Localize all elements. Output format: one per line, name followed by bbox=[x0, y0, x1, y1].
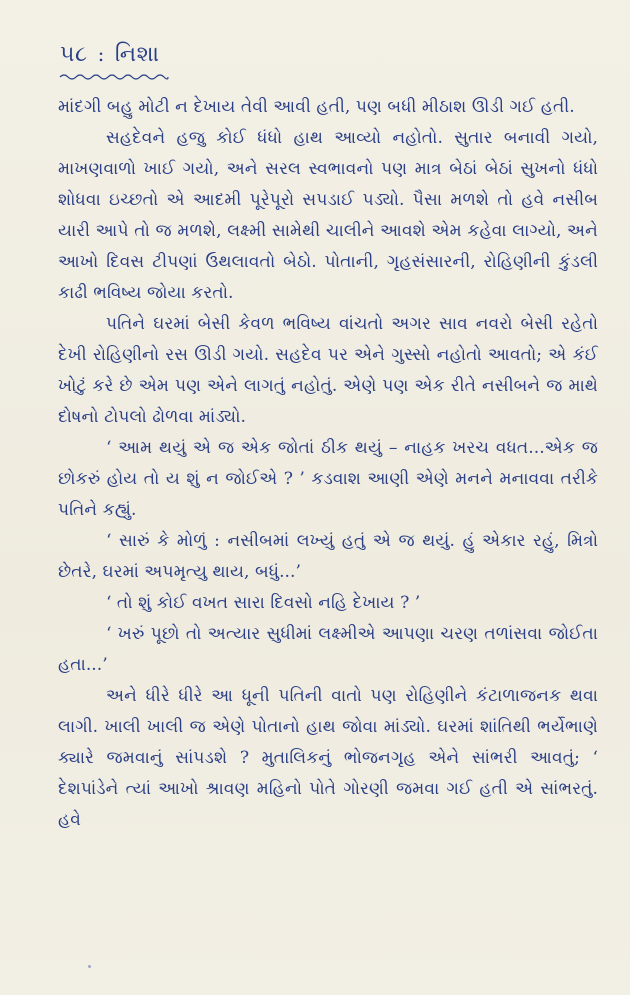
dialogue-paragraph: ‘ તો શું કોઈ વખત સારા દિવસો નહિ દેખાય ? ’ bbox=[106, 593, 421, 613]
wavy-underline-decoration bbox=[58, 72, 170, 82]
dialogue-paragraph: ‘ સારું કે મોળું : નસીબમાં લખ્યું હતું એ જ થયું. હું એકાર રહું, મિત્રો છેતરે, ઘરમાં અપમૃત્યુ થાય, બધું...’ bbox=[58, 531, 598, 582]
paragraph: માંદગી બહુ મોટી ન દેખાય તેવી આવી હતી, પણ બધી મીઠાશ ઊડી ગઈ હતી. bbox=[58, 97, 575, 117]
running-header bbox=[60, 42, 160, 67]
ink-speck bbox=[88, 965, 91, 968]
page-number: ૫૮ bbox=[60, 42, 88, 67]
paragraph: સહદેવને હજુ કોઈ ધંધો હાથ આવ્યો નહોતો. સુતાર બનાવી ગયો, માખણવાળો ખાઈ ગયો, અને સરલ સ્વભાવનો પણ માત્ર બેઠાં બેઠાં સુખનો ધંધો શોધવા ઇચ્છતો એ આદમી પૂરેપૂરો સપડાઈ પડ્યો. પૈસા મળશે તો હવે નસીબ યારી આપે તો જ મળશે, લક્ષ્મી સામેથી ચાલીને આવશે એમ કહેવા લાગ્યો, અને આખો દિવસ ટીપણાં ઉથલાવતો બેઠો. પોતાની, ગૃહસંસારની, રોહિણીની કુંડલી કાઢી ભવિષ્ય જોયા કરતો. bbox=[58, 128, 598, 303]
dialogue-paragraph: ‘ આમ થયું એ જ એક જોતાં ઠીક થયું – નાહક ખરચ વધત...એક જ છોકરું હોય તો ય શું ન જોઈએ ? ’ કડવાશ આણી એણે મનને મનાવવા તરીકે પતિને કહ્યું. bbox=[58, 438, 598, 520]
dialogue-paragraph: ‘ ખરું પૂછો તો અત્યાર સુધીમાં લક્ષ્મીએ આપણા ચરણ તળાંસવા જોઈતા હતા...’ bbox=[58, 624, 598, 675]
running-title: નિશા bbox=[114, 42, 160, 67]
paragraph: અને ધીરે ધીરે આ ધૂની પતિની વાતો પણ રોહિણીને કંટાળાજનક થવા લાગી. ખાલી ખાલી જ એણે પોતાનો હાથ જોવા માંડ્યો. ઘરમાં શાંતિથી ભર્યેભાણે ક્યારે જમવાનું સાંપડશે ? મુતાલિકનું ભોજનગૃહ એને સાંભરી આવતું; ‘ દેશપાંડેને ત્યાં આખો શ્રાવણ મહિનો પોતે ગોરણી જમવા ગઈ હતી એ સાંભરતું. હવે bbox=[58, 686, 598, 830]
chapter-body bbox=[58, 92, 598, 836]
paragraph: પતિને ઘરમાં બેસી કેવળ ભવિષ્ય વાંચતો અગર સાવ નવરો બેસી રહેતો દેખી રોહિણીનો રસ ઊડી ગયો. સહદેવ પર એને ગુસ્સો નહોતો આવતો; એ કંઈ ખોટું કરે છે એમ પણ એને લાગતું નહોતું. એણે પણ એક રીતે નસીબને જ માથે દોષનો ટોપલો ઢોળવા માંડ્યો. bbox=[58, 314, 598, 427]
header-separator: : bbox=[97, 42, 105, 66]
